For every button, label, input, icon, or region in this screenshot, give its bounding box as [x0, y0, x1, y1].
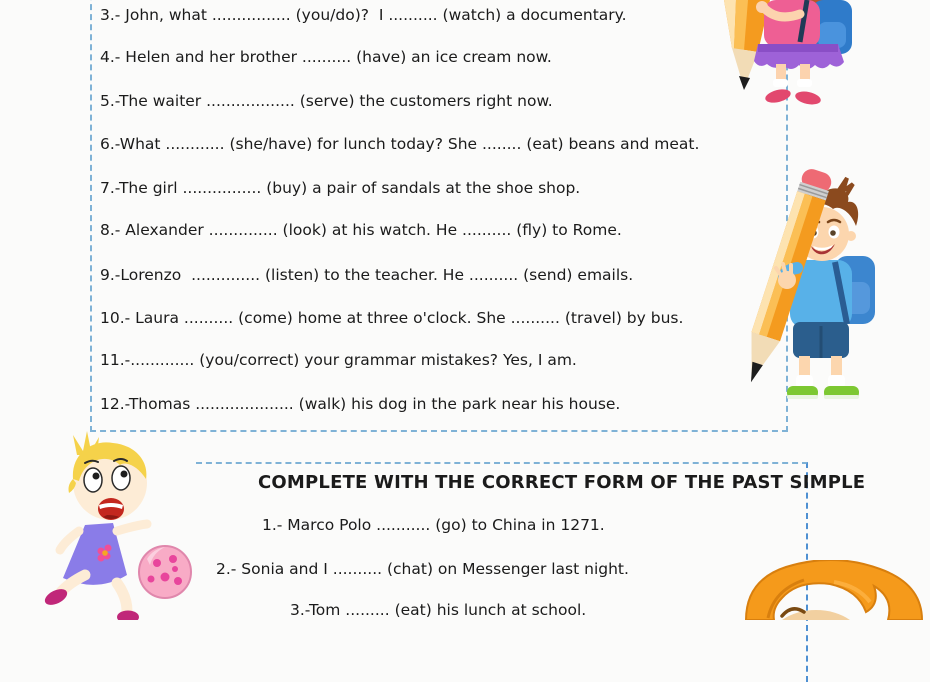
past-simple-item-1: 1.- Marco Polo ........... (go) to China in 1271. — [262, 516, 605, 534]
exercise-item-9: 9.-Lorenzo .............. (listen) to the teacher. He .......... (send) emails. — [100, 266, 634, 284]
exercise-item-11: 11.-............. (you/correct) your grammar mistakes? Yes, I am. — [100, 351, 577, 369]
boy-with-pencil-illustration — [735, 164, 915, 404]
exercise-item-4: 4.- Helen and her brother .......... (have) an ice cream now. — [100, 48, 552, 66]
past-simple-item-2: 2.- Sonia and I .......... (chat) on Messenger last night. — [216, 560, 629, 578]
exercise-item-12: 12.-Thomas .................... (walk) his dog in the park near his house. — [100, 395, 621, 413]
exercise-item-6: 6.-What ............ (she/have) for lunch today? She ........ (eat) beans and meat. — [100, 135, 700, 153]
exercise-item-5: 5.-The waiter .................. (serve) the customers right now. — [100, 92, 553, 110]
exercise-item-10: 10.- Laura .......... (come) home at three o'clock. She .......... (travel) by bus. — [100, 309, 684, 327]
past-simple-title: COMPLETE WITH THE CORRECT FORM OF THE PAST SIMPLE — [258, 472, 866, 493]
exercise-item-7: 7.-The girl ................ (buy) a pair of sandals at the shoe shop. — [100, 179, 581, 197]
past-simple-item-3: 3.-Tom ......... (eat) his lunch at school. — [290, 601, 587, 619]
exercise-item-3: 3.- John, what ................ (you/do)? I .......... (watch) a documentary. — [100, 6, 627, 24]
exercise-item-8: 8.- Alexander .............. (look) at his watch. He .......... (fly) to Rome. — [100, 221, 622, 239]
girl-with-pencil-illustration — [712, 0, 860, 112]
baby-with-ball-illustration — [15, 425, 215, 620]
child-head-illustration — [738, 560, 930, 620]
